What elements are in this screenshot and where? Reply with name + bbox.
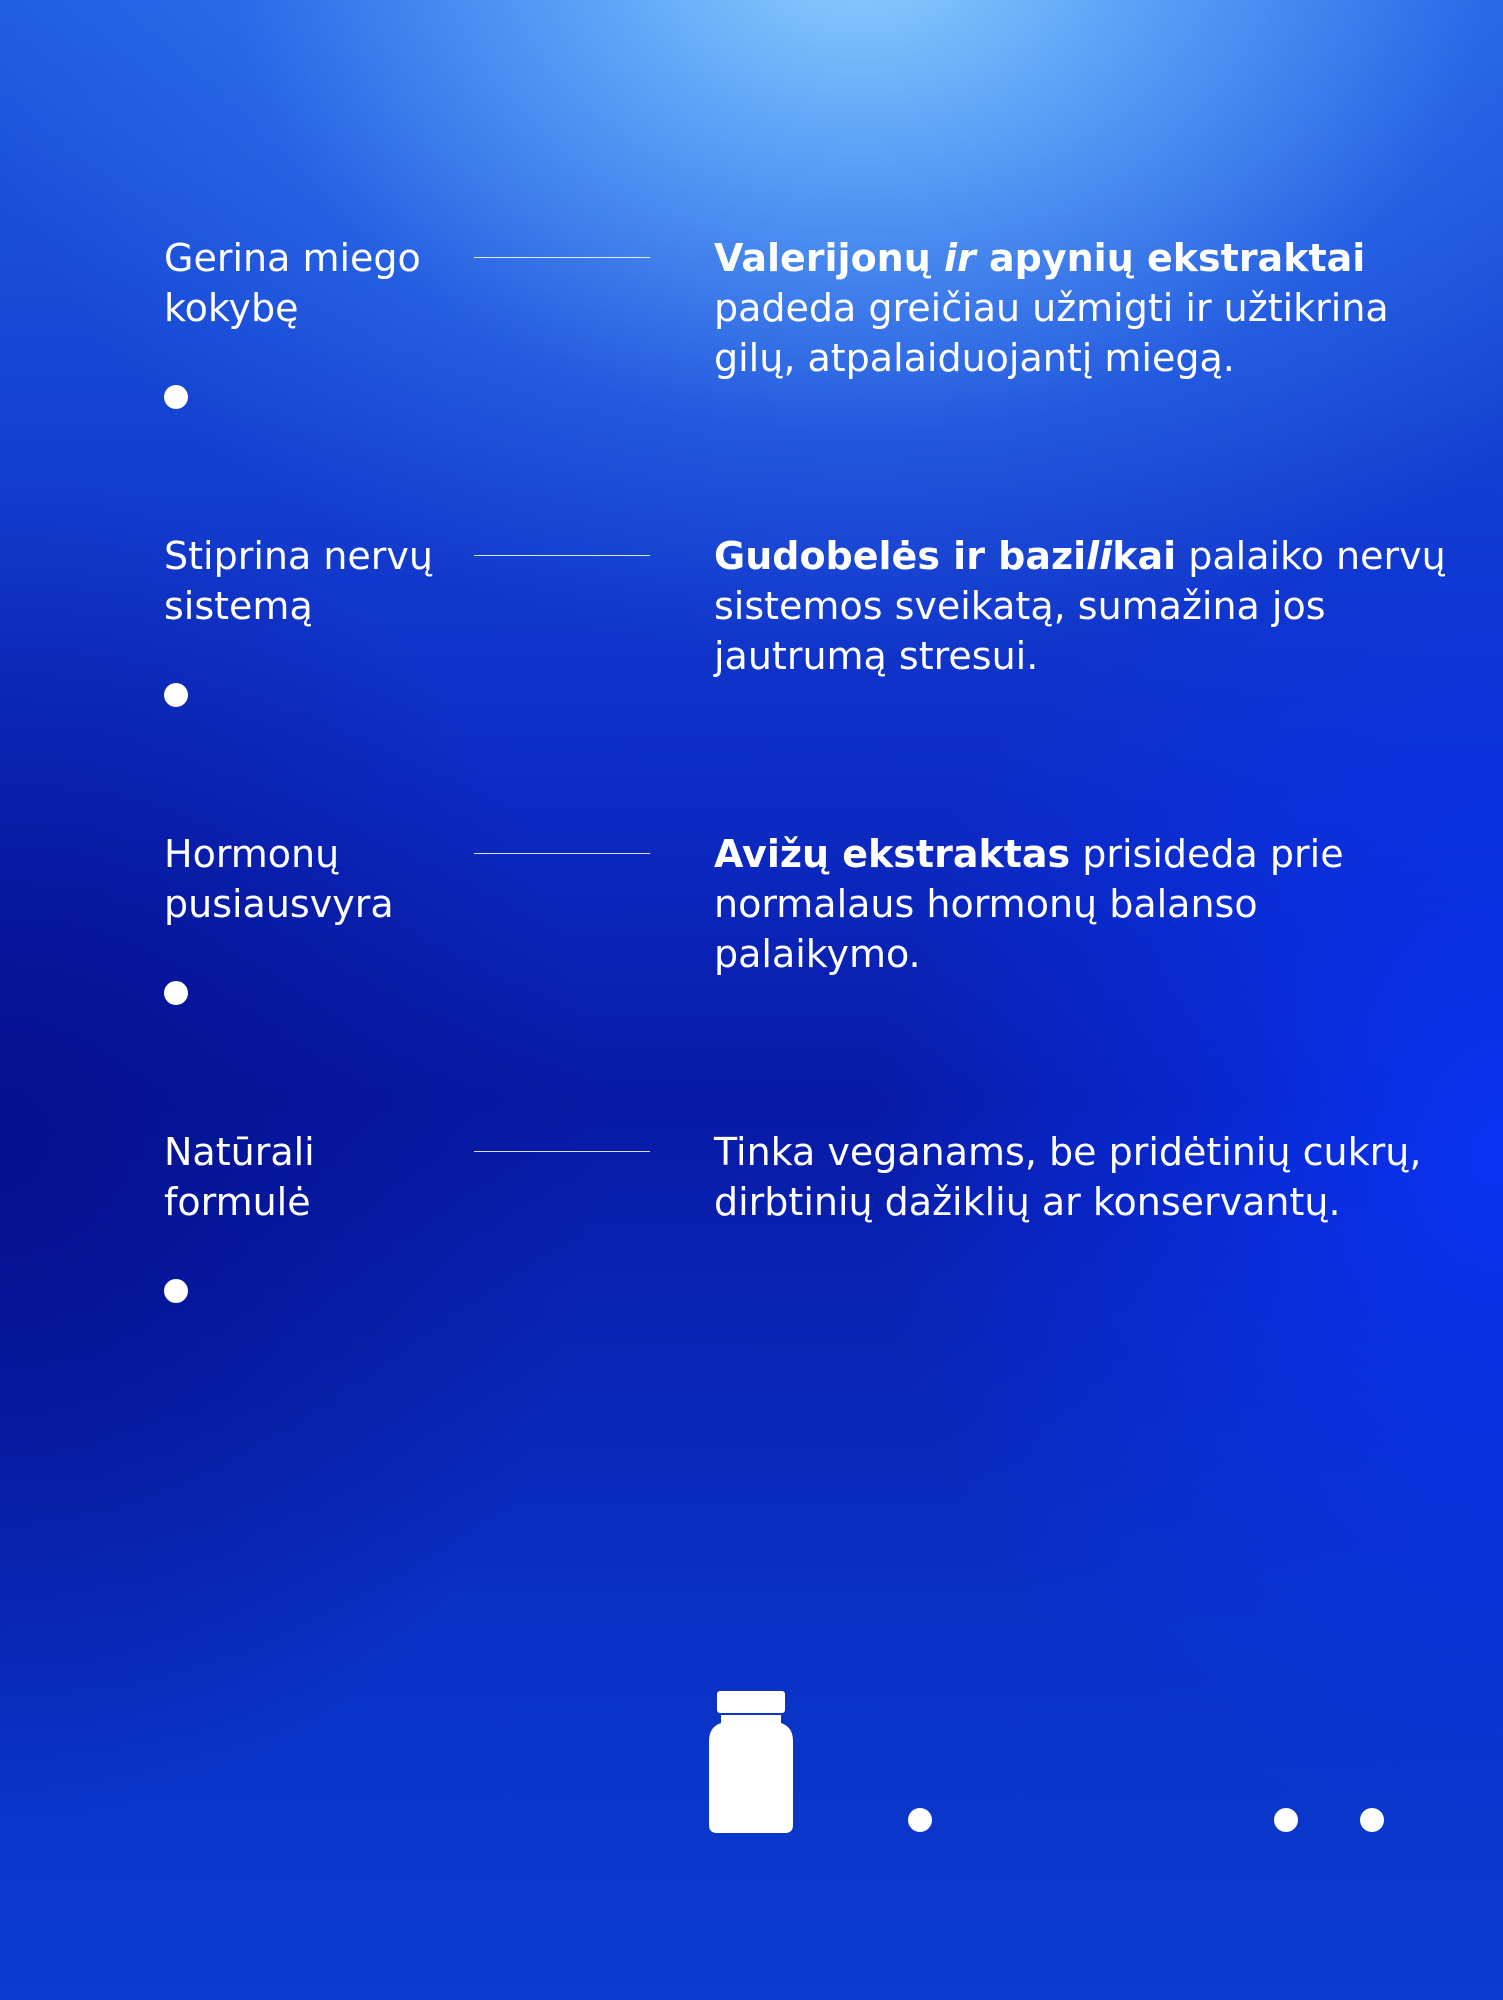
feature-description [714, 233, 1414, 383]
feature-label-line1: Hormonų [164, 832, 340, 876]
bullet-dot [164, 683, 188, 707]
feature-label-line2: formulė [164, 1180, 311, 1224]
connector-line [474, 1151, 650, 1152]
feature-label [164, 1127, 464, 1227]
feature-description [714, 1127, 1454, 1227]
bullet-dot [164, 385, 188, 409]
bottle-icon [709, 1691, 793, 1833]
desc-text: padeda greičiau užmigti ir užtikrina gilų, atpalaiduojantį miegą. [714, 286, 1389, 380]
desc-text: prisideda prie normalaus hormonų balanso palaikymo. [714, 832, 1344, 976]
footer-dot [1360, 1808, 1384, 1832]
feature-natural-formula [0, 1127, 1503, 1387]
feature-label-line2: pusiausvyra [164, 882, 394, 926]
feature-sleep-quality [0, 233, 1503, 493]
feature-label-line2: kokybę [164, 286, 299, 330]
bullet-dot [164, 1279, 188, 1303]
feature-label-line1: Natūrali [164, 1130, 315, 1174]
desc-text: palaiko nervų sistemos sveikatą, sumažina jos jautrumą stresui. [714, 534, 1446, 678]
desc-bold-italic: ir [944, 236, 976, 280]
feature-label-line2: sistemą [164, 584, 313, 628]
feature-description [714, 829, 1454, 979]
feature-label [164, 233, 464, 333]
feature-nervous-system [0, 531, 1503, 791]
feature-label [164, 531, 464, 631]
desc-bold-italic: li [1086, 534, 1113, 578]
connector-line [474, 853, 650, 854]
desc-bold-part1: Gudobelės ir bazi [714, 534, 1087, 578]
desc-bold-part1: Valerijonų [714, 236, 945, 280]
feature-label-line1: Gerina miego [164, 236, 421, 280]
footer-dot [1274, 1808, 1298, 1832]
desc-bold-part2: apynių ekstraktai [975, 236, 1366, 280]
desc-bold-part2: kai [1112, 534, 1177, 578]
feature-description [714, 531, 1454, 681]
footer-dot [908, 1808, 932, 1832]
connector-line [474, 257, 650, 258]
desc-bold: Avižų ekstraktas [714, 832, 1071, 876]
feature-label [164, 829, 464, 929]
bullet-dot [164, 981, 188, 1005]
connector-line [474, 555, 650, 556]
feature-label-line1: Stiprina nervų [164, 534, 433, 578]
desc-text: Tinka veganams, be pridėtinių cukrų, dirbtinių dažiklių ar konservantų. [714, 1130, 1422, 1224]
feature-hormone-balance [0, 829, 1503, 1089]
